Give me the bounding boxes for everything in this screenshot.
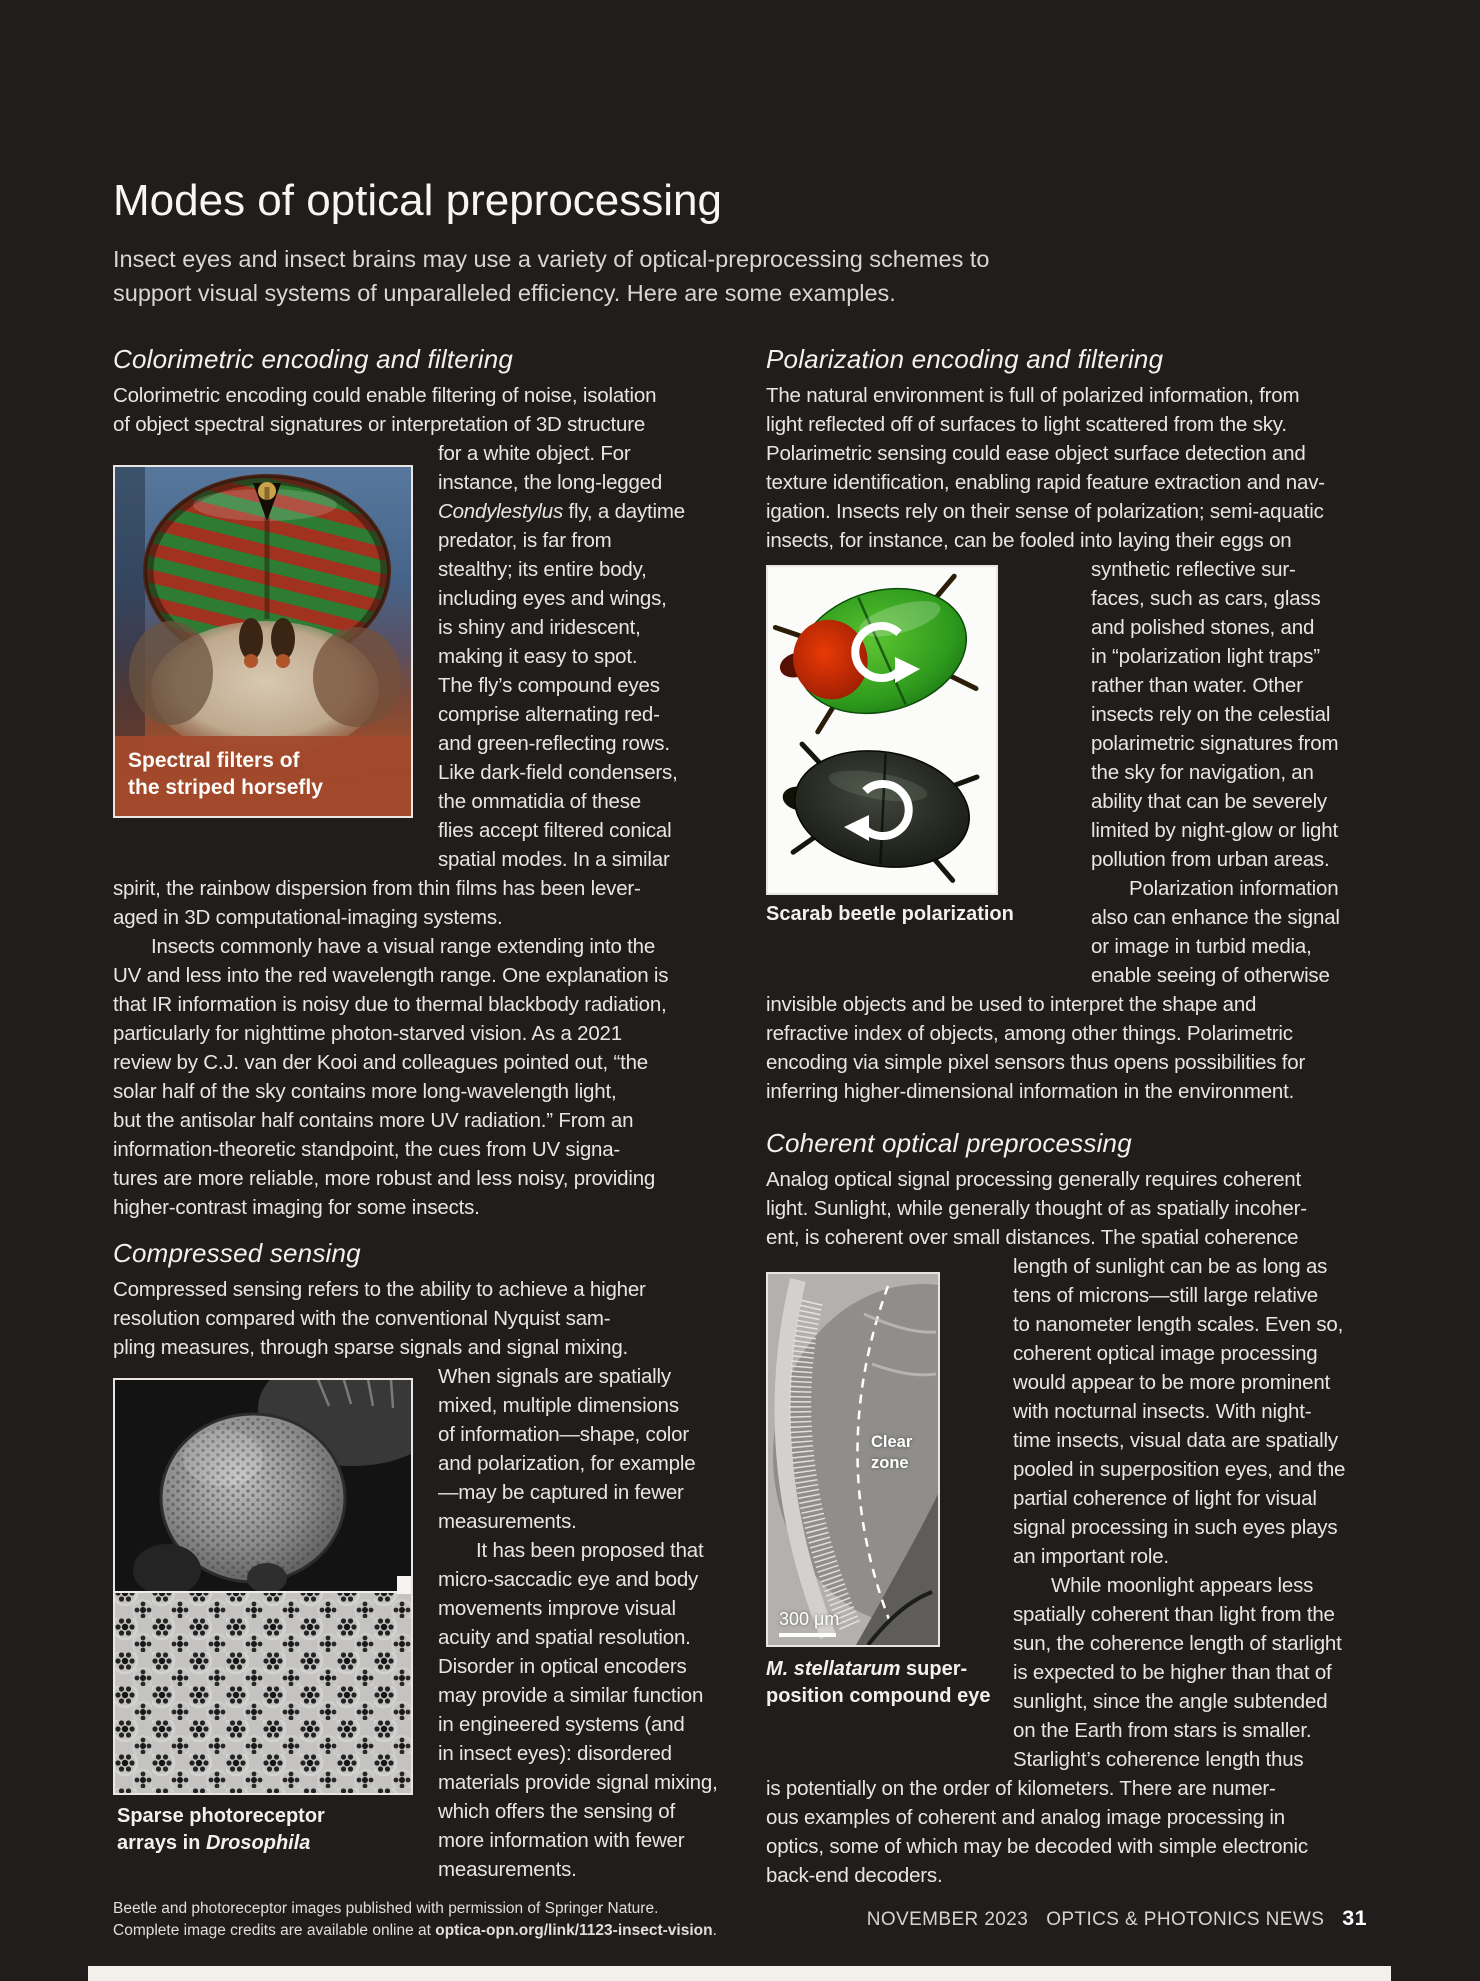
- text-line: sunlight, since the angle subtended: [1013, 1690, 1328, 1713]
- text-line: measurements.: [438, 1858, 577, 1881]
- text-line: that IR information is noisy due to thermal blackbody radiation,: [113, 993, 667, 1016]
- text-line: UV and less into the red wavelength range. One explanation is: [113, 964, 669, 987]
- text-line: ent, is coherent over small distances. The spatial coherence: [766, 1226, 1299, 1249]
- moth-eye-photo: [766, 1272, 940, 1647]
- text-line: coherent optical image processing: [1013, 1342, 1318, 1365]
- text-line: in “polarization light traps”: [1091, 645, 1320, 668]
- horsefly-caption: [115, 736, 411, 816]
- scarab-illustration: [768, 567, 996, 893]
- magazine-name: OPTICS & PHOTONICS NEWS: [1046, 1909, 1325, 1930]
- text-line: insects rely on the celestial: [1091, 703, 1331, 726]
- text-line: partial coherence of light for visual: [1013, 1487, 1317, 1510]
- text-line: spirit, the rainbow dispersion from thin films has been lever-: [113, 877, 641, 900]
- text-line: movements improve visual: [438, 1597, 676, 1620]
- scarab-caption: Scarab beetle polarization: [766, 903, 1014, 925]
- text-line: with nocturnal insects. With night-: [1013, 1400, 1312, 1423]
- text-line: tures are more reliable, more robust and less noisy, providing: [113, 1167, 656, 1190]
- text-line: Complete image credits are available online at optica-opn.org/link/1123-insect-vision.: [113, 1922, 717, 1939]
- folio: [867, 1906, 1367, 1931]
- text-line: Condylestylus fly, a daytime: [438, 500, 685, 523]
- scale-label: 300 μm: [779, 1609, 840, 1629]
- text-line: predator, is far from: [438, 529, 612, 552]
- text-line: and polarization, for example: [438, 1452, 696, 1475]
- scale-bar-line: [779, 1633, 836, 1637]
- text-line: of information—shape, color: [438, 1423, 689, 1446]
- text-line: light. Sunlight, while generally thought of as spatially incoher-: [766, 1197, 1307, 1220]
- section-heading-compressed: Compressed sensing: [113, 1238, 361, 1268]
- text-line: particularly for nighttime photon-starved vision. As a 2021: [113, 1022, 622, 1045]
- paragraph: [113, 1275, 709, 1362]
- text-line: The fly’s compound eyes: [438, 674, 660, 697]
- text-line: insects, for instance, can be fooled into laying their eggs on: [766, 529, 1292, 552]
- text-line: Colorimetric encoding could enable filtering of noise, isolation: [113, 384, 657, 407]
- text-line: resolution compared with the conventional Nyquist sam-: [113, 1307, 611, 1330]
- text-line: more information with fewer: [438, 1829, 685, 1852]
- page-edge: [88, 1966, 1391, 1981]
- text-line: back-end decoders.: [766, 1864, 943, 1887]
- text-line: limited by night-glow or light: [1091, 819, 1338, 842]
- text-line: spatially coherent than light from the: [1013, 1603, 1335, 1626]
- section-heading-polarization: Polarization encoding and filtering: [766, 344, 1164, 374]
- text-line: ous examples of coherent and analog image processing in: [766, 1806, 1285, 1829]
- text-line: Starlight’s coherence length thus: [1013, 1748, 1304, 1771]
- text-line: for a white object. For: [438, 442, 631, 465]
- text-line: making it easy to spot.: [438, 645, 638, 668]
- issue-date: NOVEMBER 2023: [866, 1909, 1029, 1930]
- text-line: or image in turbid media,: [1091, 935, 1312, 958]
- text-line: synthetic reflective sur-: [1091, 558, 1296, 581]
- text-line: is shiny and iridescent,: [438, 616, 641, 639]
- text-line: optics, some of which may be decoded with simple electronic: [766, 1835, 1308, 1858]
- text-line: Compressed sensing refers to the ability to achieve a higher: [113, 1278, 646, 1301]
- text-line: and polished stones, and: [1091, 616, 1315, 639]
- text-line: is potentially on the order of kilometers. There are numer-: [766, 1777, 1276, 1800]
- text-line: measurements.: [438, 1510, 577, 1533]
- text-line: the sky for navigation, an: [1091, 761, 1314, 784]
- text-line: and green-reflecting rows.: [438, 732, 670, 755]
- text-line: While moonlight appears less: [1051, 1574, 1314, 1597]
- text-line: the striped horsefly: [128, 776, 323, 799]
- text-line: of object spectral signatures or interpretation of 3D structure: [113, 413, 646, 436]
- text-line: rather than water. Other: [1091, 674, 1303, 697]
- text-line: pling measures, through sparse signals and signal mixing.: [113, 1336, 629, 1359]
- text-line: also can enhance the signal: [1091, 906, 1340, 929]
- text-line: instance, the long-legged: [438, 471, 663, 494]
- text-line: When signals are spatially: [438, 1365, 671, 1388]
- moth-caption: [766, 1656, 990, 1709]
- text-line: Like dark-field condensers,: [438, 761, 678, 784]
- text-line: Sparse photoreceptor: [117, 1805, 325, 1827]
- text-line: polarimetric signatures from: [1091, 732, 1339, 755]
- text-line: Polarimetric sensing could ease object surface detection and: [766, 442, 1306, 465]
- text-line: sun, the coherence length of starlight: [1013, 1632, 1342, 1655]
- text-line: mixed, multiple dimensions: [438, 1394, 679, 1417]
- text-line: stealthy; its entire body,: [438, 558, 647, 581]
- paragraph: [766, 1774, 1362, 1890]
- text-line: inferring higher-dimensional information in the environment.: [766, 1080, 1295, 1103]
- text-line: —may be captured in fewer: [438, 1481, 684, 1504]
- text-line: Disorder in optical encoders: [438, 1655, 687, 1678]
- text-line: comprise alternating red-: [438, 703, 660, 726]
- intro-text: [113, 243, 989, 310]
- page-number: 31: [1342, 1906, 1367, 1930]
- text-line: which offers the sensing of: [438, 1800, 675, 1823]
- drosophila-caption: [117, 1803, 325, 1856]
- text-line: in insect eyes): disordered: [438, 1742, 672, 1765]
- text-line: igation. Insects rely on their sense of polarization; semi-aquatic: [766, 500, 1324, 523]
- text-line: the ommatidia of these: [438, 790, 641, 813]
- moth-eye-illustration: [768, 1274, 938, 1645]
- page-title: Modes of optical preprocessing: [113, 176, 722, 225]
- text-line: refractive index of objects, among other things. Polarimetric: [766, 1022, 1293, 1045]
- text-line: encoding via simple pixel sensors thus opens possibilities for: [766, 1051, 1306, 1074]
- paragraph: [766, 1165, 1362, 1252]
- text-line: pooled in superposition eyes, and the: [1013, 1458, 1346, 1481]
- text-line: spatial modes. In a similar: [438, 848, 670, 871]
- text-line: tens of microns—still large relative: [1013, 1284, 1318, 1307]
- clear-zone-label: [871, 1432, 912, 1474]
- text-line: Insect eyes and insect brains may use a variety of optical-preprocessing schemes to: [113, 246, 990, 272]
- section-heading-coherent: Coherent optical preprocessing: [766, 1128, 1132, 1158]
- text-line: faces, such as cars, glass: [1091, 587, 1321, 610]
- text-line: light reflected off of surfaces to light scattered from the sky.: [766, 413, 1287, 436]
- text-line: to nanometer length scales. Even so,: [1013, 1313, 1344, 1336]
- text-line: including eyes and wings,: [438, 587, 667, 610]
- text-line: pollution from urban areas.: [1091, 848, 1330, 871]
- text-line: arrays in Drosophila: [117, 1831, 311, 1854]
- paragraph: [113, 932, 709, 1222]
- text-line: support visual systems of unparalleled efficiency. Here are some examples.: [113, 279, 896, 306]
- text-line: position compound eye: [766, 1684, 991, 1707]
- paragraph: [113, 381, 709, 439]
- text-line: M. stellatarum super-: [766, 1658, 968, 1680]
- text-line: It has been proposed that: [476, 1539, 704, 1562]
- text-line: Polarization information: [1129, 877, 1339, 900]
- text-line: The natural environment is full of polarized information, from: [766, 384, 1300, 407]
- paragraph: [766, 381, 1362, 555]
- horsefly-photo: [113, 465, 413, 818]
- text-line: would appear to be more prominent: [1013, 1371, 1331, 1394]
- text-line: may provide a similar function: [438, 1684, 704, 1707]
- text-line: time insects, visual data are spatially: [1013, 1429, 1338, 1452]
- text-line: acuity and spatial resolution.: [438, 1626, 691, 1649]
- text-line: aged in 3D computational-imaging systems.: [113, 906, 503, 929]
- text-line: higher-contrast imaging for some insects.: [113, 1196, 480, 1219]
- text-line: enable seeing of otherwise: [1091, 964, 1330, 987]
- text-line: invisible objects and be used to interpret the shape and: [766, 993, 1257, 1016]
- scarab-photo: [766, 565, 998, 895]
- drosophila-illustration: [115, 1380, 411, 1793]
- text-line: length of sunlight can be as long as: [1013, 1255, 1328, 1278]
- section-heading-colorimetric: Colorimetric encoding and filtering: [113, 344, 514, 374]
- text-line: Clear: [871, 1433, 913, 1451]
- image-credit: [113, 1898, 717, 1942]
- text-line: Analog optical signal processing generally requires coherent: [766, 1168, 1301, 1191]
- text-line: information-theoretic standpoint, the cues from UV signa-: [113, 1138, 621, 1161]
- text-line: signal processing in such eyes plays: [1013, 1516, 1338, 1539]
- text-line: flies accept filtered conical: [438, 819, 672, 842]
- text-line: Beetle and photoreceptor images published with permission of Springer Nature.: [113, 1900, 659, 1917]
- text-line: texture identification, enabling rapid feature extraction and nav-: [766, 471, 1325, 494]
- text-line: in engineered systems (and: [438, 1713, 685, 1736]
- scale-bar: [779, 1609, 839, 1637]
- text-line: ability that can be severely: [1091, 790, 1327, 813]
- text-line: on the Earth from stars is smaller.: [1013, 1719, 1312, 1742]
- text-line: an important role.: [1013, 1545, 1169, 1568]
- text-line: micro-saccadic eye and body: [438, 1568, 699, 1591]
- text-line: zone: [871, 1454, 909, 1472]
- text-line: Insects commonly have a visual range extending into the: [151, 935, 656, 958]
- text-line: solar half of the sky contains more long-wavelength light,: [113, 1080, 617, 1103]
- text-line: materials provide signal mixing,: [438, 1771, 718, 1794]
- text-line: is expected to be higher than that of: [1013, 1661, 1332, 1684]
- text-line: but the antisolar half contains more UV radiation.” From an: [113, 1109, 634, 1132]
- drosophila-photo: [113, 1378, 413, 1795]
- text-line: review by C.J. van der Kooi and colleagues pointed out, “the: [113, 1051, 648, 1074]
- paragraph: [766, 990, 1362, 1106]
- paragraph: [113, 874, 709, 932]
- text-line: Spectral filters of: [128, 749, 300, 772]
